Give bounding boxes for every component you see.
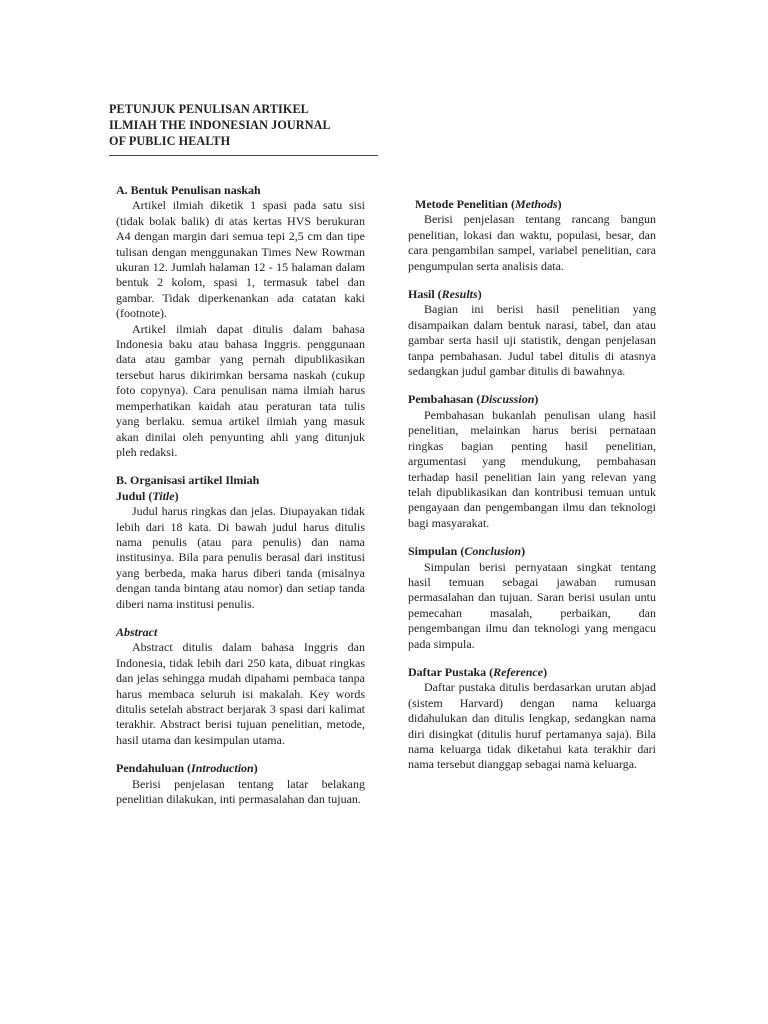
document-title <box>109 101 409 149</box>
paragraph: Simpulan berisi pernyataan singkat tentang hasil temuan sebagai jawaban rumusan permasalahan dan tujuan. Saran berisi usulan untu pemecahan masalah, perbaikan, dan pengembangan ilmu dan teknologi yang mengacu pada simpula. <box>408 559 656 651</box>
section-judul <box>116 489 365 612</box>
heading-term: Reference <box>493 664 544 679</box>
section-metode-penelitian <box>408 197 656 274</box>
paragraph: Artikel ilmiah diketik 1 spasi pada satu sisi (tidak bolak balik) di atas kertas HVS berukuran A4 dengan margin dari semua tepi 2,5 cm dan tipe tulisan dengan menggunakan Times New Rowman ukuran 12. Jumlah halaman 12 - 15 halaman dalam bentuk 2 kolom, spasi 1, termasuk tabel dan gambar. Tidak diperkenankan ada catatan kaki (footnote). <box>116 198 365 321</box>
right-column <box>408 183 656 786</box>
paragraph: Judul harus ringkas dan jelas. Diupayakan tidak lebih dari 18 kata. Di bawah judul harus ditulis nama penulis (atau para penulis) dan nama institusinya. Bila para penulis berasal dari institusi yang berbeda, maka harus diberi tanda (misalnya dengan tanda bintang atau nomor) dan setiap tanda diberi nama institusi penulis. <box>116 504 365 611</box>
title-line-2: ILMIAH THE INDONESIAN JOURNAL <box>109 118 331 132</box>
section-heading: Hasil (Results) <box>408 287 482 302</box>
section-pembahasan <box>408 392 656 531</box>
section-bentuk-penulisan <box>116 183 365 460</box>
section-heading: A. Bentuk Penulisan naskah <box>116 183 261 197</box>
section-pendahuluan <box>116 761 365 807</box>
heading-term: Methods <box>514 197 558 211</box>
title-line-3: OF PUBLIC HEALTH <box>109 134 231 148</box>
heading-term: Discussion <box>480 392 535 407</box>
section-heading: Simpulan (Conclusion) <box>408 544 526 559</box>
paragraph: Daftar pustaka ditulis berdasarkan urutan abjad (sistem Harvard) dengan nama keluarga didahulukan dan ditulis lengkap, sedangkan nama diri disingkat (ditulis huruf pertamanya saja). Bila nama keluarga tidak diketahui kata terakhir dari nama tersebut dianggap sebagai nama keluarga. <box>408 680 656 772</box>
section-heading: Pembahasan (Discussion) <box>408 392 539 407</box>
section-daftar-pustaka <box>408 665 656 773</box>
paragraph: Berisi penjelasan tentang rancang bangun penelitian, lokasi dan waktu, populasi, besar, dan cara pengambilan sampel, variabel penelitian, cara pengumpulan serta analisis data. <box>408 212 656 273</box>
heading-term: Introduction <box>191 761 254 776</box>
section-simpulan <box>408 544 656 652</box>
paragraph: Bagian ini berisi hasil penelitian yang disampaikan dalam bentuk narasi, tabel, dan atau gambar serta hasil uji statistik, dengan penjelasan tanpa pembahasan. Judul tabel ditulis di atasnya sedangkan judul gambar ditulis di bawahnya. <box>408 302 656 379</box>
title-divider <box>109 155 378 156</box>
paragraph: Berisi penjelasan tentang latar belakang penelitian dilakukan, inti permasalahan dan tujuan. <box>116 776 365 807</box>
section-heading: Pendahuluan (Introduction) <box>116 761 258 776</box>
paragraph: Artikel ilmiah dapat ditulis dalam bahasa Indonesia baku atau bahasa Inggris. penggunaan data atau gambar yang pernah dipublikasikan tersebut harus dikirimkan bersama naskah (cukup foto copynya). Cara penulisan nama ilmiah harus memperhatikan kaidah atau peraturan tata tulis yang berlaku. semua artikel ilmiah yang masuk akan dinilai oleh penyunting ahli yang ditunjuk pleh redaksi. <box>116 321 365 459</box>
section-heading: Daftar Pustaka (Reference) <box>408 664 548 679</box>
heading-term: Results <box>441 287 478 302</box>
heading-term: Title <box>152 488 175 503</box>
section-heading: Judul (Title) <box>116 488 179 503</box>
left-column <box>116 183 365 820</box>
section-abstract <box>116 625 365 748</box>
section-organisasi-artikel <box>116 473 365 488</box>
title-line-1: PETUNJUK PENULISAN ARTIKEL <box>109 102 309 116</box>
paragraph: Pembahasan bukanlah penulisan ulang hasil penelitian, melainkan harus berisi pernataan ringkas bagian penting hasil penelitian, argumentasi yang mendukung, pembahasan terhadap hasil penelitian lain yang relevan yang telah dipublikasikan dan kontribusi temuan untuk pengayaan dan pengembangan ilmu dan teknologi bagi masyarakat. <box>408 407 656 530</box>
heading-term: Conclusion <box>464 544 522 559</box>
section-heading: B. Organisasi artikel Ilmiah <box>116 473 260 488</box>
section-heading: Metode Penelitian (Methods) <box>415 197 562 211</box>
section-hasil <box>408 287 656 379</box>
paragraph: Abstract ditulis dalam bahasa Inggris dan Indonesia, tidak lebih dari 250 kata, dibuat ringkas dan jelas sehingga mudah dipahami pembaca tanpa harus membaca seluruh isi makalah. Key words ditulis setelah abstract berjarak 3 spasi dari kalimat terakhir. Abstract berisi tujuan penelitian, metode, hasil utama dan kesimpulan utama. <box>116 640 365 747</box>
section-heading: Abstract <box>116 624 158 639</box>
